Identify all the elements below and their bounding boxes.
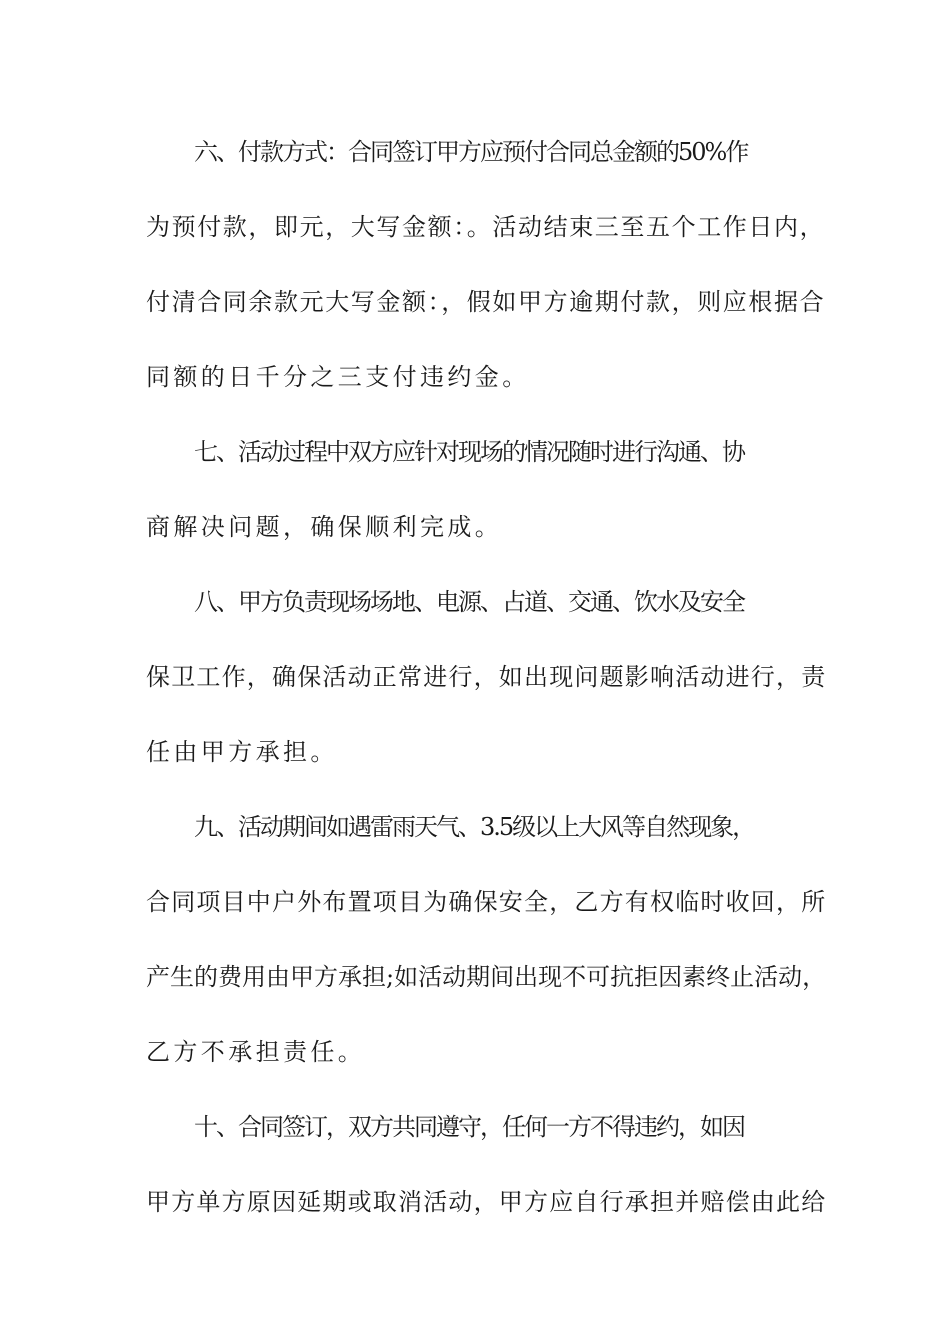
clause-6-line-1: 六、付款方式：合同签订甲方应预付合同总金额的50%作 — [194, 138, 748, 166]
clause-9-line-1: 九、活动期间如遇雷雨天气、3.5级以上大风等自然现象， — [194, 813, 755, 841]
clause-9-line-2: 合同项目中户外布置项目为确保安全，乙方有权临时收回，所 — [146, 888, 827, 916]
clause-9-line-4: 乙方不承担责任。 — [146, 1038, 366, 1066]
clause-7-line-1: 七、活动过程中双方应针对现场的情况随时进行沟通、协 — [194, 438, 744, 466]
clause-6-line-2: 为预付款，即元，大写金额：。活动结束三至五个工作日内， — [146, 213, 826, 241]
clause-8-line-1: 八、甲方负责现场场地、电源、占道、交通、饮水及安全 — [194, 588, 744, 616]
clause-8-line-3: 任由甲方承担。 — [146, 738, 338, 766]
clause-7-line-2: 商解决问题，确保顺利完成。 — [146, 513, 503, 541]
clause-10-line-2: 甲方单方原因延期或取消活动，甲方应自行承担并赔偿由此给 — [146, 1188, 827, 1216]
clause-9-line-3: 产生的费用由甲方承担;如活动期间出现不可抗拒因素终止活动， — [146, 963, 827, 991]
clause-6-line-3: 付清合同余款元大写金额：，假如甲方逾期付款，则应根据合 — [146, 288, 826, 316]
clause-6-line-4: 同额的日千分之三支付违约金。 — [146, 363, 530, 391]
clause-8-line-2: 保卫工作，确保活动正常进行，如出现问题影响活动进行，责 — [146, 663, 827, 691]
clause-10-line-1: 十、合同签订，双方共同遵守，任何一方不得违约，如因 — [194, 1113, 744, 1141]
